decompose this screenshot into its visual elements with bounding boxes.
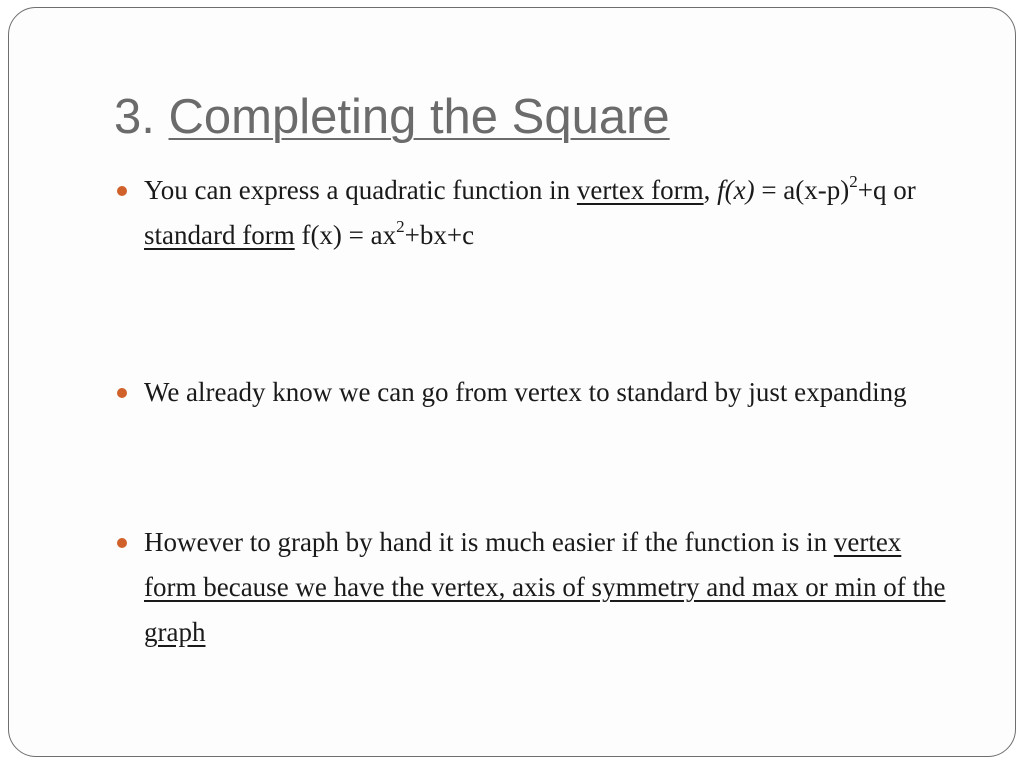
bullet-text: You can express a quadratic function in bbox=[144, 175, 577, 205]
exponent: 2 bbox=[396, 217, 405, 236]
bullet-icon bbox=[117, 388, 127, 398]
bullet-icon bbox=[117, 186, 127, 196]
vertex-equation: = a(x-p) bbox=[754, 175, 850, 205]
vertex-form-term: vertex form bbox=[576, 175, 704, 205]
bullet-text: However to graph by hand it is much easier if the function is in bbox=[144, 527, 834, 557]
bullet-item-forms bbox=[144, 168, 959, 258]
standard-equation-tail: +bx+c bbox=[404, 220, 475, 250]
bullet-text: We already know we can go from vertex to standard by just expanding bbox=[144, 377, 907, 407]
bullet-item-graphing bbox=[144, 520, 959, 655]
vertex-equation-tail: +q or bbox=[857, 175, 916, 205]
bullet-item-expanding bbox=[144, 370, 959, 415]
title-link: Completing the Square bbox=[168, 90, 670, 144]
bullet-icon bbox=[117, 538, 127, 548]
slide-title bbox=[114, 86, 670, 148]
title-number: 3. bbox=[114, 90, 169, 144]
emphasized-text: vertex form because we have the vertex, axis of symmetry and max or min of the graph bbox=[144, 527, 946, 647]
standard-form-term: standard form bbox=[144, 220, 295, 250]
standard-equation: f(x) = ax bbox=[294, 220, 397, 250]
exponent: 2 bbox=[849, 172, 858, 191]
function-notation: f(x) bbox=[717, 175, 755, 205]
bullet-text: , bbox=[703, 175, 718, 205]
